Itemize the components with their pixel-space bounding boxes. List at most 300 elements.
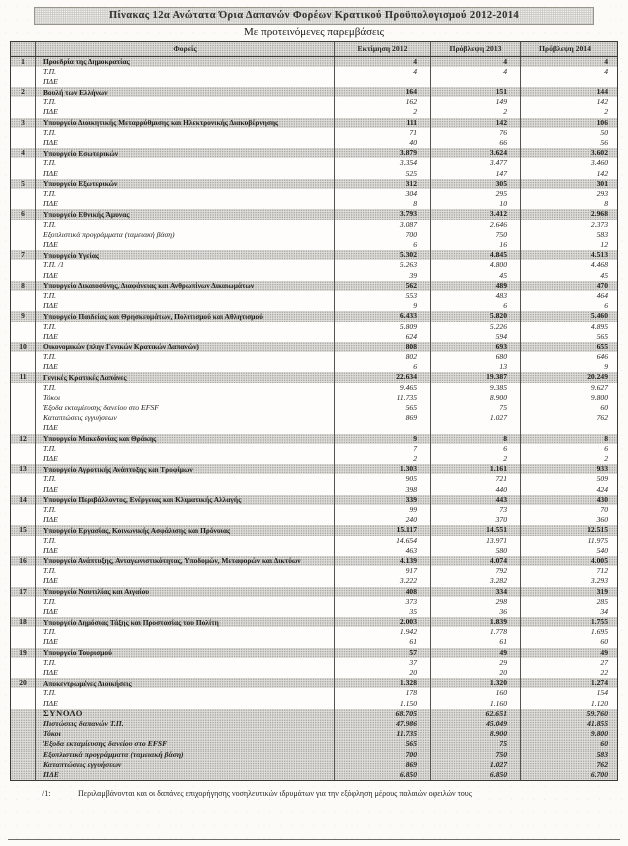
sub-row-value: 162 [334, 97, 430, 107]
entity-row-value: 8 [430, 434, 520, 444]
entity-row-number: 5 [21, 178, 25, 188]
entity-row-number: 7 [21, 250, 25, 260]
bottom-rule [8, 839, 620, 840]
sub-row-label: Τ.Π. [35, 291, 334, 301]
sub-row-label: Τ.Π. [35, 536, 334, 546]
totals-sub-row-value: 1.027 [430, 760, 520, 770]
totals-sub-row-number [11, 729, 35, 739]
entity-row-number: 19 [19, 647, 27, 657]
sub-row-value: 71 [334, 128, 430, 138]
entity-row [11, 209, 617, 219]
sub-row-value: 2 [430, 454, 520, 464]
entity-row-value: 2.003 [334, 617, 430, 627]
sub-row [11, 128, 617, 138]
entity-row-value: 144 [520, 87, 617, 97]
sub-row [11, 97, 617, 107]
sub-row-value: 680 [430, 352, 520, 362]
entity-row-number: 16 [19, 555, 27, 565]
sub-row [11, 240, 617, 250]
sub-row [11, 271, 617, 281]
page-subtitle: Με προτεινόμενες παρεμβάσεις [244, 25, 384, 38]
totals-row [11, 709, 617, 719]
entity-row-number: 8 [21, 280, 25, 290]
sub-row [11, 291, 617, 301]
totals-sub-row-number [11, 770, 35, 780]
sub-row-value: 2.646 [430, 220, 520, 230]
entity-row-label: Υπουργείο Δημόσιας Τάξης και Προστασίας του Πολίτη [35, 617, 334, 627]
sub-row-label: Τόκοι [35, 393, 334, 403]
totals-sub-row-label: Καταπτώσεις εγγυήσεων [35, 760, 334, 770]
sub-row-label: ΠΔΕ [35, 576, 334, 586]
sub-row-value: 293 [520, 189, 617, 199]
sub-row [11, 138, 617, 148]
entity-row-number: 2 [21, 87, 25, 97]
entity-row-value: 57 [334, 648, 430, 658]
sub-row-number [11, 576, 35, 586]
sub-row-label: Τ.Π. [35, 505, 334, 515]
column-header-index [11, 42, 35, 56]
sub-row-value: 646 [520, 352, 617, 362]
entity-row-value: 305 [430, 179, 520, 189]
sub-row-value [430, 423, 520, 433]
entity-row-value: 2.968 [520, 209, 617, 219]
sub-row [11, 627, 617, 637]
entity-row-value: 12.515 [520, 525, 617, 535]
sub-row-number [11, 536, 35, 546]
sub-row-number [11, 128, 35, 138]
sub-row [11, 444, 617, 454]
sub-row [11, 505, 617, 515]
sub-row-label: ΠΔΕ [35, 454, 334, 464]
entity-row-number: 15 [19, 525, 27, 535]
entity-row-value: 22.634 [334, 372, 430, 382]
entity-row-value: 1.328 [334, 678, 430, 688]
totals-sub-row [11, 719, 617, 729]
sub-row-label: Τ.Π. [35, 627, 334, 637]
sub-row-value: 8 [520, 199, 617, 209]
sub-row-value [520, 423, 617, 433]
sub-row-number [11, 627, 35, 637]
entity-row-label: Υπουργείο Αγροτικής Ανάπτυξης και Τροφίμων [35, 464, 334, 474]
sub-row [11, 413, 617, 423]
sub-row-value: 45 [430, 271, 520, 281]
sub-row-number [11, 97, 35, 107]
sub-row-value: 3.087 [334, 220, 430, 230]
sub-row-value: 583 [520, 230, 617, 240]
entity-row-number: 18 [19, 617, 27, 627]
sub-row-value: 5.226 [430, 322, 520, 332]
sub-row-value: 917 [334, 566, 430, 576]
totals-sub-row-value: 11.735 [334, 729, 430, 739]
sub-row-label: ΠΔΕ [35, 199, 334, 209]
sub-row-label: ΠΔΕ [35, 546, 334, 556]
sub-row-label: Τ.Π. [35, 352, 334, 362]
sub-row-value: 565 [334, 403, 430, 413]
sub-row-label: Έξοδα εκταμίευσης δανείου στο EFSF [35, 403, 334, 413]
entity-row [11, 311, 617, 321]
entity-row-value: 6.433 [334, 311, 430, 321]
totals-sub-row-label: Πιστώσεις δαπανών Τ.Π. [35, 719, 334, 729]
totals-sub-row [11, 729, 617, 739]
sub-row [11, 576, 617, 586]
entity-row-number: 9 [21, 311, 25, 321]
totals-sub-row-value: 6.700 [520, 770, 617, 780]
entity-row-label: Γενικές Κρατικές Δαπάνες [35, 372, 334, 382]
entity-row [11, 587, 617, 597]
sub-row-number [11, 515, 35, 525]
entity-row-value: 4.005 [520, 556, 617, 566]
sub-row-value: 1.027 [430, 413, 520, 423]
column-header-2012: Εκτίμηση 2012 [334, 42, 430, 56]
sub-row-number [11, 352, 35, 362]
entity-row-value: 312 [334, 179, 430, 189]
entity-row-number: 4 [21, 148, 25, 158]
sub-row-number [11, 393, 35, 403]
sub-row [11, 607, 617, 617]
sub-row-value: 27 [520, 658, 617, 668]
sub-row-value: 509 [520, 474, 617, 484]
sub-row-value: 6 [520, 444, 617, 454]
sub-row-label: Τ.Π. [35, 220, 334, 230]
sub-row [11, 67, 617, 77]
sub-row-value: 14.654 [334, 536, 430, 546]
entity-row [11, 372, 617, 382]
entity-row-value: 408 [334, 587, 430, 597]
sub-row [11, 668, 617, 678]
sub-row-value: 160 [430, 688, 520, 698]
sub-row-label: Τ.Π. [35, 128, 334, 138]
sub-row-label: ΠΔΕ [35, 699, 334, 709]
sub-row [11, 485, 617, 495]
sub-row-value: 2 [334, 454, 430, 464]
sub-row-value: 7 [334, 444, 430, 454]
sub-row-label: Τ.Π. [35, 688, 334, 698]
sub-row-number [11, 688, 35, 698]
sub-row-value [430, 77, 520, 87]
sub-row-number [11, 189, 35, 199]
entity-row-value: 151 [430, 87, 520, 97]
sub-row [11, 169, 617, 179]
totals-sub-row-value: 762 [520, 760, 617, 770]
sub-row-value: 6 [430, 444, 520, 454]
sub-row-value: 373 [334, 597, 430, 607]
sub-row-value: 360 [520, 515, 617, 525]
sub-row-value: 1.160 [430, 699, 520, 709]
sub-row-number [11, 271, 35, 281]
sub-row-value: 13 [430, 362, 520, 372]
entity-row-value: 106 [520, 118, 617, 128]
sub-row [11, 77, 617, 87]
page-title: Πίνακας 12α Ανώτατα Όρια Δαπανών Φορέων Κρατικού Προϋπολογισμού 2012-2014 [108, 10, 520, 21]
entity-row-label: Υπουργείο Ναυτιλίας και Αιγαίου [35, 587, 334, 597]
sub-row-value: 35 [334, 607, 430, 617]
entity-row [11, 250, 617, 260]
sub-row [11, 189, 617, 199]
sub-row-value: 525 [334, 169, 430, 179]
entity-row [11, 464, 617, 474]
entity-row-label: Υπουργείο Τουρισμού [35, 648, 334, 658]
entity-row-value: 3.624 [430, 148, 520, 158]
entity-row-label: Αποκεντρωμένες Διοικήσεις [35, 678, 334, 688]
sub-row-value: 464 [520, 291, 617, 301]
sub-row [11, 688, 617, 698]
sub-row-label: Καταπτώσεις εγγυήσεων [35, 413, 334, 423]
sub-row-value: 370 [430, 515, 520, 525]
sub-row-value: 4.895 [520, 322, 617, 332]
entity-row-label: Υπουργείο Υγείας [35, 250, 334, 260]
sub-row-value: 6 [520, 301, 617, 311]
sub-row-value: 721 [430, 474, 520, 484]
entity-row-label: Υπουργείο Παιδείας και Θρησκευμάτων, Πολιτισμού και Αθλητισμού [35, 311, 334, 321]
totals-sub-row-value: 41.855 [520, 719, 617, 729]
sub-row-label: ΠΔΕ [35, 668, 334, 678]
sub-row-label: Τ.Π. [35, 444, 334, 454]
sub-row-value: 1.150 [334, 699, 430, 709]
entity-row-value: 1.755 [520, 617, 617, 627]
entity-row [11, 118, 617, 128]
sub-row-value: 34 [520, 607, 617, 617]
sub-row-label: Τ.Π. [35, 597, 334, 607]
totals-row-value: 68.705 [334, 709, 430, 719]
sub-row-value [334, 77, 430, 87]
entity-row-number: 1 [21, 56, 25, 66]
totals-sub-row-value: 6.850 [430, 770, 520, 780]
entity-row-value: 14.551 [430, 525, 520, 535]
totals-sub-row-label: ΠΔΕ [35, 770, 334, 780]
sub-row [11, 474, 617, 484]
sub-row [11, 546, 617, 556]
sub-row-number [11, 107, 35, 117]
entity-row-value: 470 [520, 281, 617, 291]
sub-row-value: 142 [520, 169, 617, 179]
entity-row-number: 6 [21, 209, 25, 219]
totals-sub-row-value: 700 [334, 750, 430, 760]
sub-row-value: 3.282 [430, 576, 520, 586]
entity-row-value: 142 [430, 118, 520, 128]
entity-row [11, 434, 617, 444]
totals-sub-row-value: 47.986 [334, 719, 430, 729]
sub-row [11, 536, 617, 546]
sub-row-value: 4.468 [520, 260, 617, 270]
sub-row-value: 792 [430, 566, 520, 576]
sub-row-value: 6 [334, 240, 430, 250]
sub-row-value: 9.627 [520, 383, 617, 393]
sub-row-label: Τ.Π. [35, 658, 334, 668]
sub-row-value: 147 [430, 169, 520, 179]
entity-row-value: 489 [430, 281, 520, 291]
sub-row [11, 403, 617, 413]
sub-row-value: 463 [334, 546, 430, 556]
sub-row-number [11, 77, 35, 87]
sub-row-value: 424 [520, 485, 617, 495]
entity-row-label: Προεδρία της Δημοκρατίας [35, 57, 334, 67]
entity-row-value: 8 [520, 434, 617, 444]
entity-row-label: Υπουργείο Εθνικής Άμυνας [35, 209, 334, 219]
sub-row-label: Τ.Π. /1 [35, 260, 334, 270]
sub-row-number [11, 546, 35, 556]
entity-row-value: 334 [430, 587, 520, 597]
sub-row-value: 29 [430, 658, 520, 668]
entity-row [11, 648, 617, 658]
sub-row-value: 36 [430, 607, 520, 617]
entity-row-value: 4 [430, 57, 520, 67]
sub-row-value: 4 [520, 67, 617, 77]
sub-row-value: 56 [520, 138, 617, 148]
column-header-2014: Πρόβλεψη 2014 [520, 42, 617, 56]
sub-row [11, 107, 617, 117]
entity-row-value: 15.117 [334, 525, 430, 535]
sub-row-value: 3.354 [334, 158, 430, 168]
sub-row [11, 454, 617, 464]
sub-row-value: 13.971 [430, 536, 520, 546]
sub-row-label: ΠΔΕ [35, 77, 334, 87]
sub-row-number [11, 597, 35, 607]
sub-row-number [11, 423, 35, 433]
sub-row-value: 2 [430, 107, 520, 117]
totals-sub-row-number [11, 760, 35, 770]
sub-row [11, 301, 617, 311]
sub-row-value: 3.293 [520, 576, 617, 586]
totals-sub-row [11, 739, 617, 749]
entity-row-label: Υπουργείο Εργασίας, Κοινωνικής Ασφάλισης και Πρόνοιας [35, 525, 334, 535]
totals-sub-row-value: 8.900 [430, 729, 520, 739]
sub-row-value: 1.120 [520, 699, 617, 709]
entity-row-value: 319 [520, 587, 617, 597]
sub-row-value: 1.695 [520, 627, 617, 637]
sub-row-value: 1.942 [334, 627, 430, 637]
sub-row-value: 149 [430, 97, 520, 107]
sub-row-number [11, 230, 35, 240]
entity-row-number: 13 [19, 464, 27, 474]
entity-row-value: 20.249 [520, 372, 617, 382]
sub-row [11, 383, 617, 393]
sub-row [11, 637, 617, 647]
entity-row-value: 655 [520, 342, 617, 352]
sub-row-value: 8.900 [430, 393, 520, 403]
sub-row [11, 199, 617, 209]
sub-row-value: 285 [520, 597, 617, 607]
sub-row-value: 802 [334, 352, 430, 362]
entity-row-value: 19.387 [430, 372, 520, 382]
sub-row-value: 10 [430, 199, 520, 209]
sub-row-value: 11.975 [520, 536, 617, 546]
sub-row-value: 22 [520, 668, 617, 678]
sub-row-label: ΠΔΕ [35, 138, 334, 148]
sub-row-value: 2 [334, 107, 430, 117]
entity-row [11, 678, 617, 688]
sub-row [11, 699, 617, 709]
sub-row [11, 393, 617, 403]
table-title-band [34, 7, 594, 25]
sub-row-number [11, 322, 35, 332]
sub-row [11, 566, 617, 576]
entity-row-value: 808 [334, 342, 430, 352]
entity-row-value: 3.879 [334, 148, 430, 158]
sub-row-value: 178 [334, 688, 430, 698]
entity-row-value: 1.274 [520, 678, 617, 688]
entity-row [11, 87, 617, 97]
sub-row-label: Τ.Π. [35, 67, 334, 77]
entity-row-value: 1.320 [430, 678, 520, 688]
column-header-entity: Φορείς [35, 42, 334, 56]
entity-row-label: Βουλή των Ελλήνων [35, 87, 334, 97]
sub-row-value: 9.465 [334, 383, 430, 393]
totals-sub-row-number [11, 750, 35, 760]
sub-row-number [11, 566, 35, 576]
entity-row-value: 5.302 [334, 250, 430, 260]
entity-row-value: 933 [520, 464, 617, 474]
sub-row-number [11, 260, 35, 270]
sub-row-number [11, 158, 35, 168]
entity-row-value: 3.602 [520, 148, 617, 158]
sub-row-value: 16 [430, 240, 520, 250]
entity-row-label: Υπουργείο Εσωτερικών [35, 148, 334, 158]
sub-row-label: ΠΔΕ [35, 107, 334, 117]
sub-row-value: 594 [430, 332, 520, 342]
sub-row-value: 304 [334, 189, 430, 199]
sub-row-number [11, 362, 35, 372]
entity-row-label: Υπουργείο Εξωτερικών [35, 179, 334, 189]
entity-row-value: 5.460 [520, 311, 617, 321]
entity-row-label: Υπουργείο Διοικητικής Μεταρρύθμισης και Ηλεκτρονικής Διακυβέρνησης [35, 118, 334, 128]
entity-row-number: 10 [19, 341, 27, 351]
sub-row-label: ΠΔΕ [35, 301, 334, 311]
totals-sub-row-value: 9.800 [520, 729, 617, 739]
entity-row-label: Υπουργείο Περιβάλλοντος, Ενέργειας και Κλιματικής Αλλαγής [35, 495, 334, 505]
sub-row-number [11, 240, 35, 250]
entity-row-value: 5.820 [430, 311, 520, 321]
entity-row-number: 14 [19, 494, 27, 504]
sub-row-number [11, 454, 35, 464]
entity-row [11, 556, 617, 566]
sub-row-label: Εξοπλιστικά προγράμματα (ταμειακή βάση) [35, 230, 334, 240]
sub-row-label: ΠΔΕ [35, 240, 334, 250]
sub-row-value: 8 [334, 199, 430, 209]
sub-row-value: 9.385 [430, 383, 520, 393]
sub-row-value: 1.778 [430, 627, 520, 637]
sub-row-value: 5.263 [334, 260, 430, 270]
sub-row-value: 483 [430, 291, 520, 301]
totals-sub-row-value: 45.049 [430, 719, 520, 729]
budget-table [10, 41, 618, 782]
entity-row-value: 4 [520, 57, 617, 67]
sub-row [11, 597, 617, 607]
sub-row-label: ΠΔΕ [35, 362, 334, 372]
sub-row-value: 3.460 [520, 158, 617, 168]
sub-row [11, 515, 617, 525]
sub-row-value [520, 77, 617, 87]
sub-row-value: 712 [520, 566, 617, 576]
sub-row-value: 6 [430, 301, 520, 311]
sub-row-value: 9 [520, 362, 617, 372]
sub-row-number [11, 668, 35, 678]
entity-row-value: 562 [334, 281, 430, 291]
sub-row-value [334, 423, 430, 433]
sub-row-number [11, 199, 35, 209]
entity-row-number: 3 [21, 117, 25, 127]
entity-row [11, 342, 617, 352]
sub-row-value: 99 [334, 505, 430, 515]
sub-row-label: ΠΔΕ [35, 423, 334, 433]
sub-row-value: 580 [430, 546, 520, 556]
entity-row-value: 430 [520, 495, 617, 505]
entity-row-value: 301 [520, 179, 617, 189]
sub-row-number [11, 169, 35, 179]
totals-sub-row-value: 869 [334, 760, 430, 770]
sub-row-label: Τ.Π. [35, 566, 334, 576]
sub-row [11, 158, 617, 168]
entity-row [11, 617, 617, 627]
